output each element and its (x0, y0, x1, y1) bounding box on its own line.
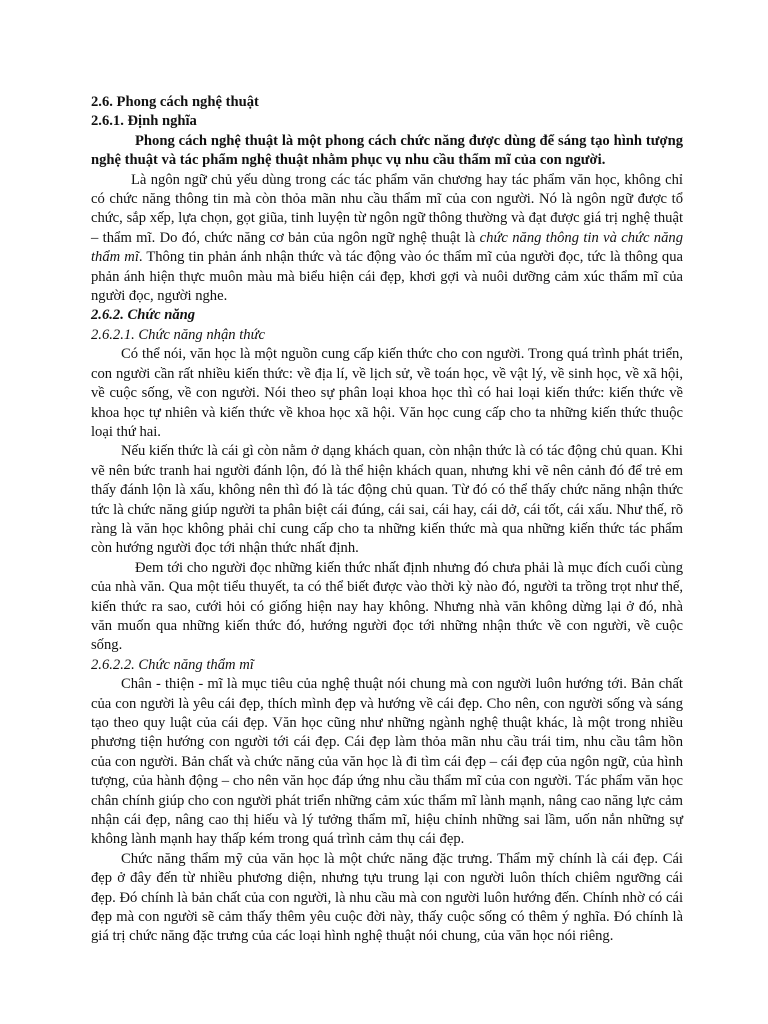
heading-2-6-1: 2.6.1. Định nghĩa (91, 113, 197, 130)
paragraph-italic-phrase: chức năng thông tin và chức năng thẩm mĩ (91, 229, 683, 266)
paragraph-text-end: . Thông tin phản ánh nhận thức và tác động vào óc thẩm mĩ của người đọc, tức là thông qua phản ánh hiện thực muôn màu mà biểu hiện cái đẹp, khơi gợi và nuôi dưỡng cảm xúc thẩm mĩ của người đọc, người nghe. (91, 249, 683, 305)
paragraph-aesthetic-function: Chức năng thẩm mỹ của văn học là một chức năng đặc trưng. Thẩm mỹ chính là cái đẹp. Cái đẹp ở đây đến từ nhiều phương diện, nhưng tựu trung lại con người luôn thích chiêm ngưỡng cái đẹp. Đó chính là bản chất của con người, là nhu cầu mà con người luôn hướng đến. Chính nhờ có cái đẹp mà con người sẽ cảm thấy thêm yêu cuộc đời này, thấy cuộc sống có thêm ý nghĩa. Đó chính là giá trị chức năng đặc trưng của các loại hình nghệ thuật nói chung, của văn học nói riêng. (91, 850, 683, 945)
paragraph-knowledge-source: Có thể nói, văn học là một nguồn cung cấp kiến thức cho con người. Trong quá trình phát triển, con người cần rất nhiều kiến thức: về địa lí, về lịch sử, về toán học, về vật lý, về sinh học, về xã hội, về cuộc sống, về con người. Nói theo sự phân loại khoa học thì có hai loại kiến thức: kiến thức về khoa học tự nhiên và kiến thức về khoa học xã hội. Văn học cung cấp cho ta những kiến thức thuộc loại thứ hai. (91, 346, 683, 440)
heading-2-6-2-2: 2.6.2.2. Chức năng thẩm mĩ (91, 656, 254, 673)
paragraph-beauty: Chân - thiện - mĩ là mục tiêu của nghệ thuật nói chung mà con người luôn hướng tới. Bản chất của con người là yêu cái đẹp, thích mình đẹp và hướng về cái đẹp. Cho nên, con người sống và sáng tạo theo quy luật của cái đẹp. Văn học cũng như những ngành nghệ thuật khác, là một trong nhiều phương tiện hướng con người tới cái đẹp. Cái đẹp làm thỏa mãn nhu cầu trái tim, nhu cầu tâm hồn của con người. Bản chất và chức năng của văn học là đi tìm cái đẹp – cái đẹp của ngôn ngữ, của hình tượng, của hành động – cho nên văn học đáp ứng nhu cầu thẩm mĩ của con người. Tác phẩm văn học chân chính giúp cho con người phát triển những cảm xúc thẩm mĩ lành mạnh, nâng cao năng lực cảm nhận cái đẹp, nâng cao thị hiếu và lý tưởng thẩm mĩ, hiệu chỉnh những sai lầm, uốn nắn những sự không lành mạnh hay thấp kém trong quá trình cảm thụ cái đẹp. (91, 676, 683, 848)
paragraph-language-function (91, 171, 683, 307)
definition-paragraph: Phong cách nghệ thuật là một phong cách chức năng được dùng để sáng tạo hình tượng nghệ thuật và tác phẩm nghệ thuật nhằm phục vụ nhu cầu thẩm mĩ của con người. (91, 132, 683, 169)
paragraph-writer-purpose: Đem tới cho người đọc những kiến thức nhất định nhưng đó chưa phải là mục đích cuối cùng của nhà văn. Qua một tiểu thuyết, ta có thể biết được vào thời kỳ nào đó, người ta trồng trọt như thế, kiến thức ra sao, cưới hỏi có giống hiện nay hay không. Nhưng nhà văn không dừng lại ở đó, nhà văn muốn qua những kiến thức đó, hướng người đọc tới những nhận thức về con người, về cuộc sống. (91, 559, 683, 654)
paragraph-text-start: Là ngôn ngữ chủ yếu dùng trong các tác phẩm văn chương hay tác phẩm văn học, không chỉ có chức năng thông tin mà còn thỏa mãn nhu cầu thẩm mĩ của con người. Nó là ngôn ngữ được tổ chức, sắp xếp, lựa chọn, gọt giũa, tinh luyện từ ngôn ngữ thông thường và đạt được giá trị nghệ thuật – thẩm mĩ. Do đó, chức năng cơ bản của ngôn ngữ nghệ thuật là (91, 171, 683, 246)
heading-2-6-2-1: 2.6.2.1. Chức năng nhận thức (91, 326, 266, 343)
heading-2-6-2: 2.6.2. Chức năng (91, 307, 196, 324)
heading-2-6: 2.6. Phong cách nghệ thuật (91, 94, 259, 110)
paragraph-cognition: Nếu kiến thức là cái gì còn nằm ở dạng khách quan, còn nhận thức là có tác động chủ quan. Khi vẽ nên bức tranh hai người đánh lộn, đó là thể hiện khách quan, nhưng khi vẽ nên cảnh đó để trẻ em thấy đánh lộn là xấu, không nên thì đó là tác động chủ quan. Từ đó có thể thấy chức năng nhận thức tức là chức năng giúp người ta phân biệt cái đúng, cái sai, cái hay, cái dở, cái tốt, cái xấu. Như thế, rõ ràng là văn học không phải chỉ cung cấp cho ta những kiến thức mà qua những kiến thức tác phẩm còn hướng người đọc tới nhận thức nhất định. (91, 443, 683, 557)
